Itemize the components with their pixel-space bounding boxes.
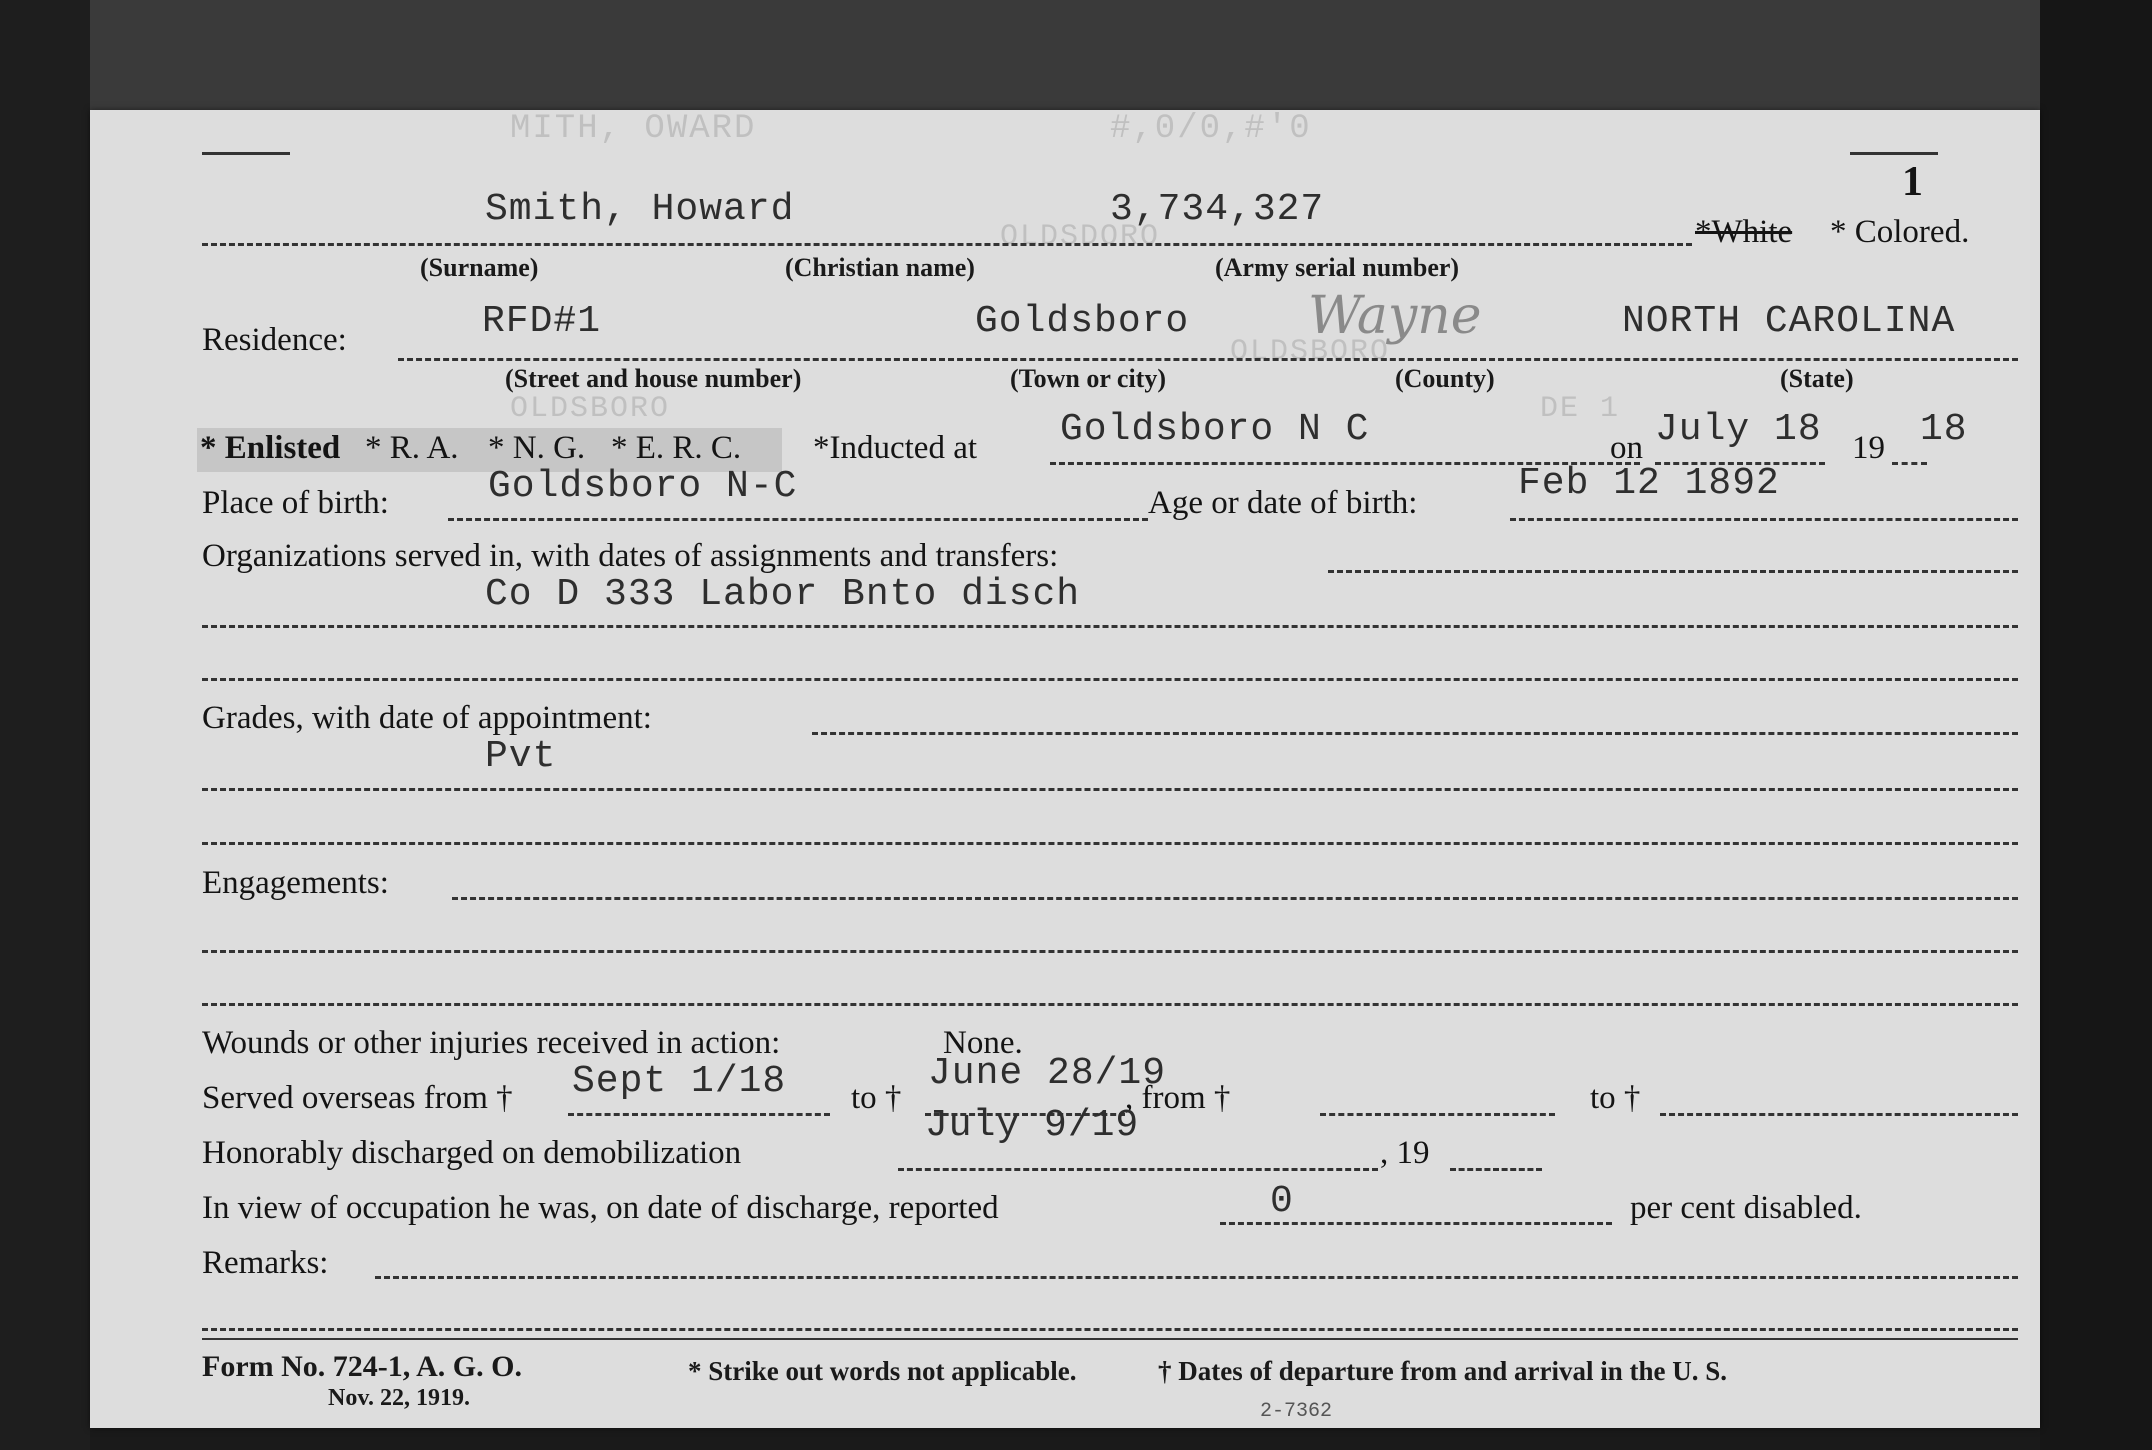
engagements-line-2 [202,950,2018,953]
engagements-line-1 [452,897,2018,900]
service-record-card [90,110,2040,1428]
discharge-year-prefix: , 19 [1380,1135,1430,1171]
name-value: Smith, Howard [485,188,795,231]
residence-town: Goldsboro [975,300,1190,343]
army-serial-number: 3,734,327 [1110,188,1325,231]
remarks-line-1 [375,1276,2018,1279]
wounds-value: None. [943,1025,1023,1061]
form-number: Form No. 724-1, A. G. O. [202,1350,522,1383]
remarks-label: Remarks: [202,1245,329,1281]
corner-mark-right [1850,152,1938,155]
offset-enlist-right: DE 1 [1540,392,1621,426]
wounds-label: Wounds or other injuries received in action: [202,1025,781,1061]
year-prefix: 19 [1852,430,1885,466]
residence-line [398,358,2018,361]
served-overseas-label: Served overseas from † [202,1080,513,1116]
offset-residence-town: OLDSBORO [1230,335,1391,369]
name-line [202,243,1692,246]
dates-note: † Dates of departure from and arrival in the U. S. [1158,1356,1727,1386]
overseas-to-label-2: to † [1590,1080,1641,1116]
overseas-to-label-1: to † [851,1080,902,1116]
state-caption: (State) [1780,364,1854,393]
organizations-line-2 [202,625,2018,628]
grades-line-1 [812,732,2018,735]
surname-caption: (Surname) [420,253,539,282]
overseas-from-1-line [568,1113,830,1116]
residence-street: RFD#1 [482,300,602,343]
residence-label: Residence: [202,322,347,358]
offset-below-residence: OLDSBORO [510,392,671,426]
organizations-label: Organizations served in, with dates of assignments and transfers: [202,538,1059,574]
strike-note: * Strike out words not applicable. [688,1356,1077,1386]
grades-label: Grades, with date of appointment: [202,700,652,736]
offset-top-serial: #,0/0,#'0 [1110,110,1312,148]
card-number: 1 [1902,159,1923,205]
inducted-year: 18 [1920,408,1968,451]
inducted-at-label: *Inducted at [813,430,978,466]
birth-date-value: Feb 12 1892 [1518,462,1780,505]
scanner-background-top [0,0,2152,110]
ra-option: * R. A. [365,430,459,466]
discharge-year-line [1450,1168,1542,1171]
overseas-to-2-line [1660,1113,2018,1116]
engagements-label: Engagements: [202,865,389,901]
overseas-from-1: Sept 1/18 [572,1060,787,1103]
grades-line-2 [202,788,2018,791]
overseas-from-label-2: , from † [1125,1080,1231,1116]
overseas-from-2-line [1320,1113,1555,1116]
place-of-birth-value: Goldsboro N-C [488,465,798,508]
organizations-value: Co D 333 Labor Bnto disch [485,573,1081,616]
grades-line-3 [202,842,2018,845]
scanner-background-bottom [90,1428,2040,1450]
disability-suffix: per cent disabled. [1630,1190,1862,1226]
white-label: *White [1695,214,1793,250]
county-caption: (County) [1395,364,1495,393]
christian-name-caption: (Christian name) [785,253,975,282]
discharge-date: July 9/19 [925,1104,1140,1147]
disability-label: In view of occupation he was, on date of discharge, reported [202,1190,999,1226]
colored-label: * Colored. [1830,214,1970,250]
erc-option: * E. R. C. [611,430,742,466]
on-label: on [1610,430,1643,466]
place-of-birth-line [448,518,1148,521]
footer-rule [202,1338,2018,1340]
offset-mid-town: OLDSDORO [1000,220,1161,254]
discharge-line [898,1168,1378,1171]
place-of-birth-label: Place of birth: [202,485,389,521]
birth-date-label: Age or date of birth: [1148,485,1418,521]
town-caption: (Town or city) [1010,364,1166,393]
enlisted-option: * Enlisted [200,430,341,466]
corner-mark-left [202,152,290,155]
engagements-line-3 [202,1003,2018,1006]
birth-date-line [1510,518,2018,521]
residence-state: NORTH CAROLINA [1622,300,1956,343]
inducted-date: July 18 [1655,408,1822,451]
offset-top-name: MITH, OWARD [510,110,757,148]
discharge-label: Honorably discharged on demobilization [202,1135,742,1171]
card-stamp-number: 2-7362 [1260,1400,1333,1423]
ng-option: * N. G. [488,430,586,466]
grades-value: Pvt [485,735,557,778]
form-date: Nov. 22, 1919. [328,1385,471,1411]
disability-line [1220,1222,1612,1225]
residence-county: Wayne [1308,286,1482,346]
scanner-background-left [0,0,90,1450]
serial-caption: (Army serial number) [1215,253,1460,282]
inducted-at-value: Goldsboro N C [1060,408,1370,451]
street-caption: (Street and house number) [505,364,802,393]
inducted-year-line [1892,462,1927,465]
organizations-line-3 [202,678,2018,681]
scanner-background-right [2040,0,2152,1450]
remarks-line-2 [202,1328,2018,1331]
organizations-line-1 [1328,570,2018,573]
overseas-to-1: June 28/19 [928,1052,1167,1095]
disability-value: 0 [1270,1180,1294,1223]
